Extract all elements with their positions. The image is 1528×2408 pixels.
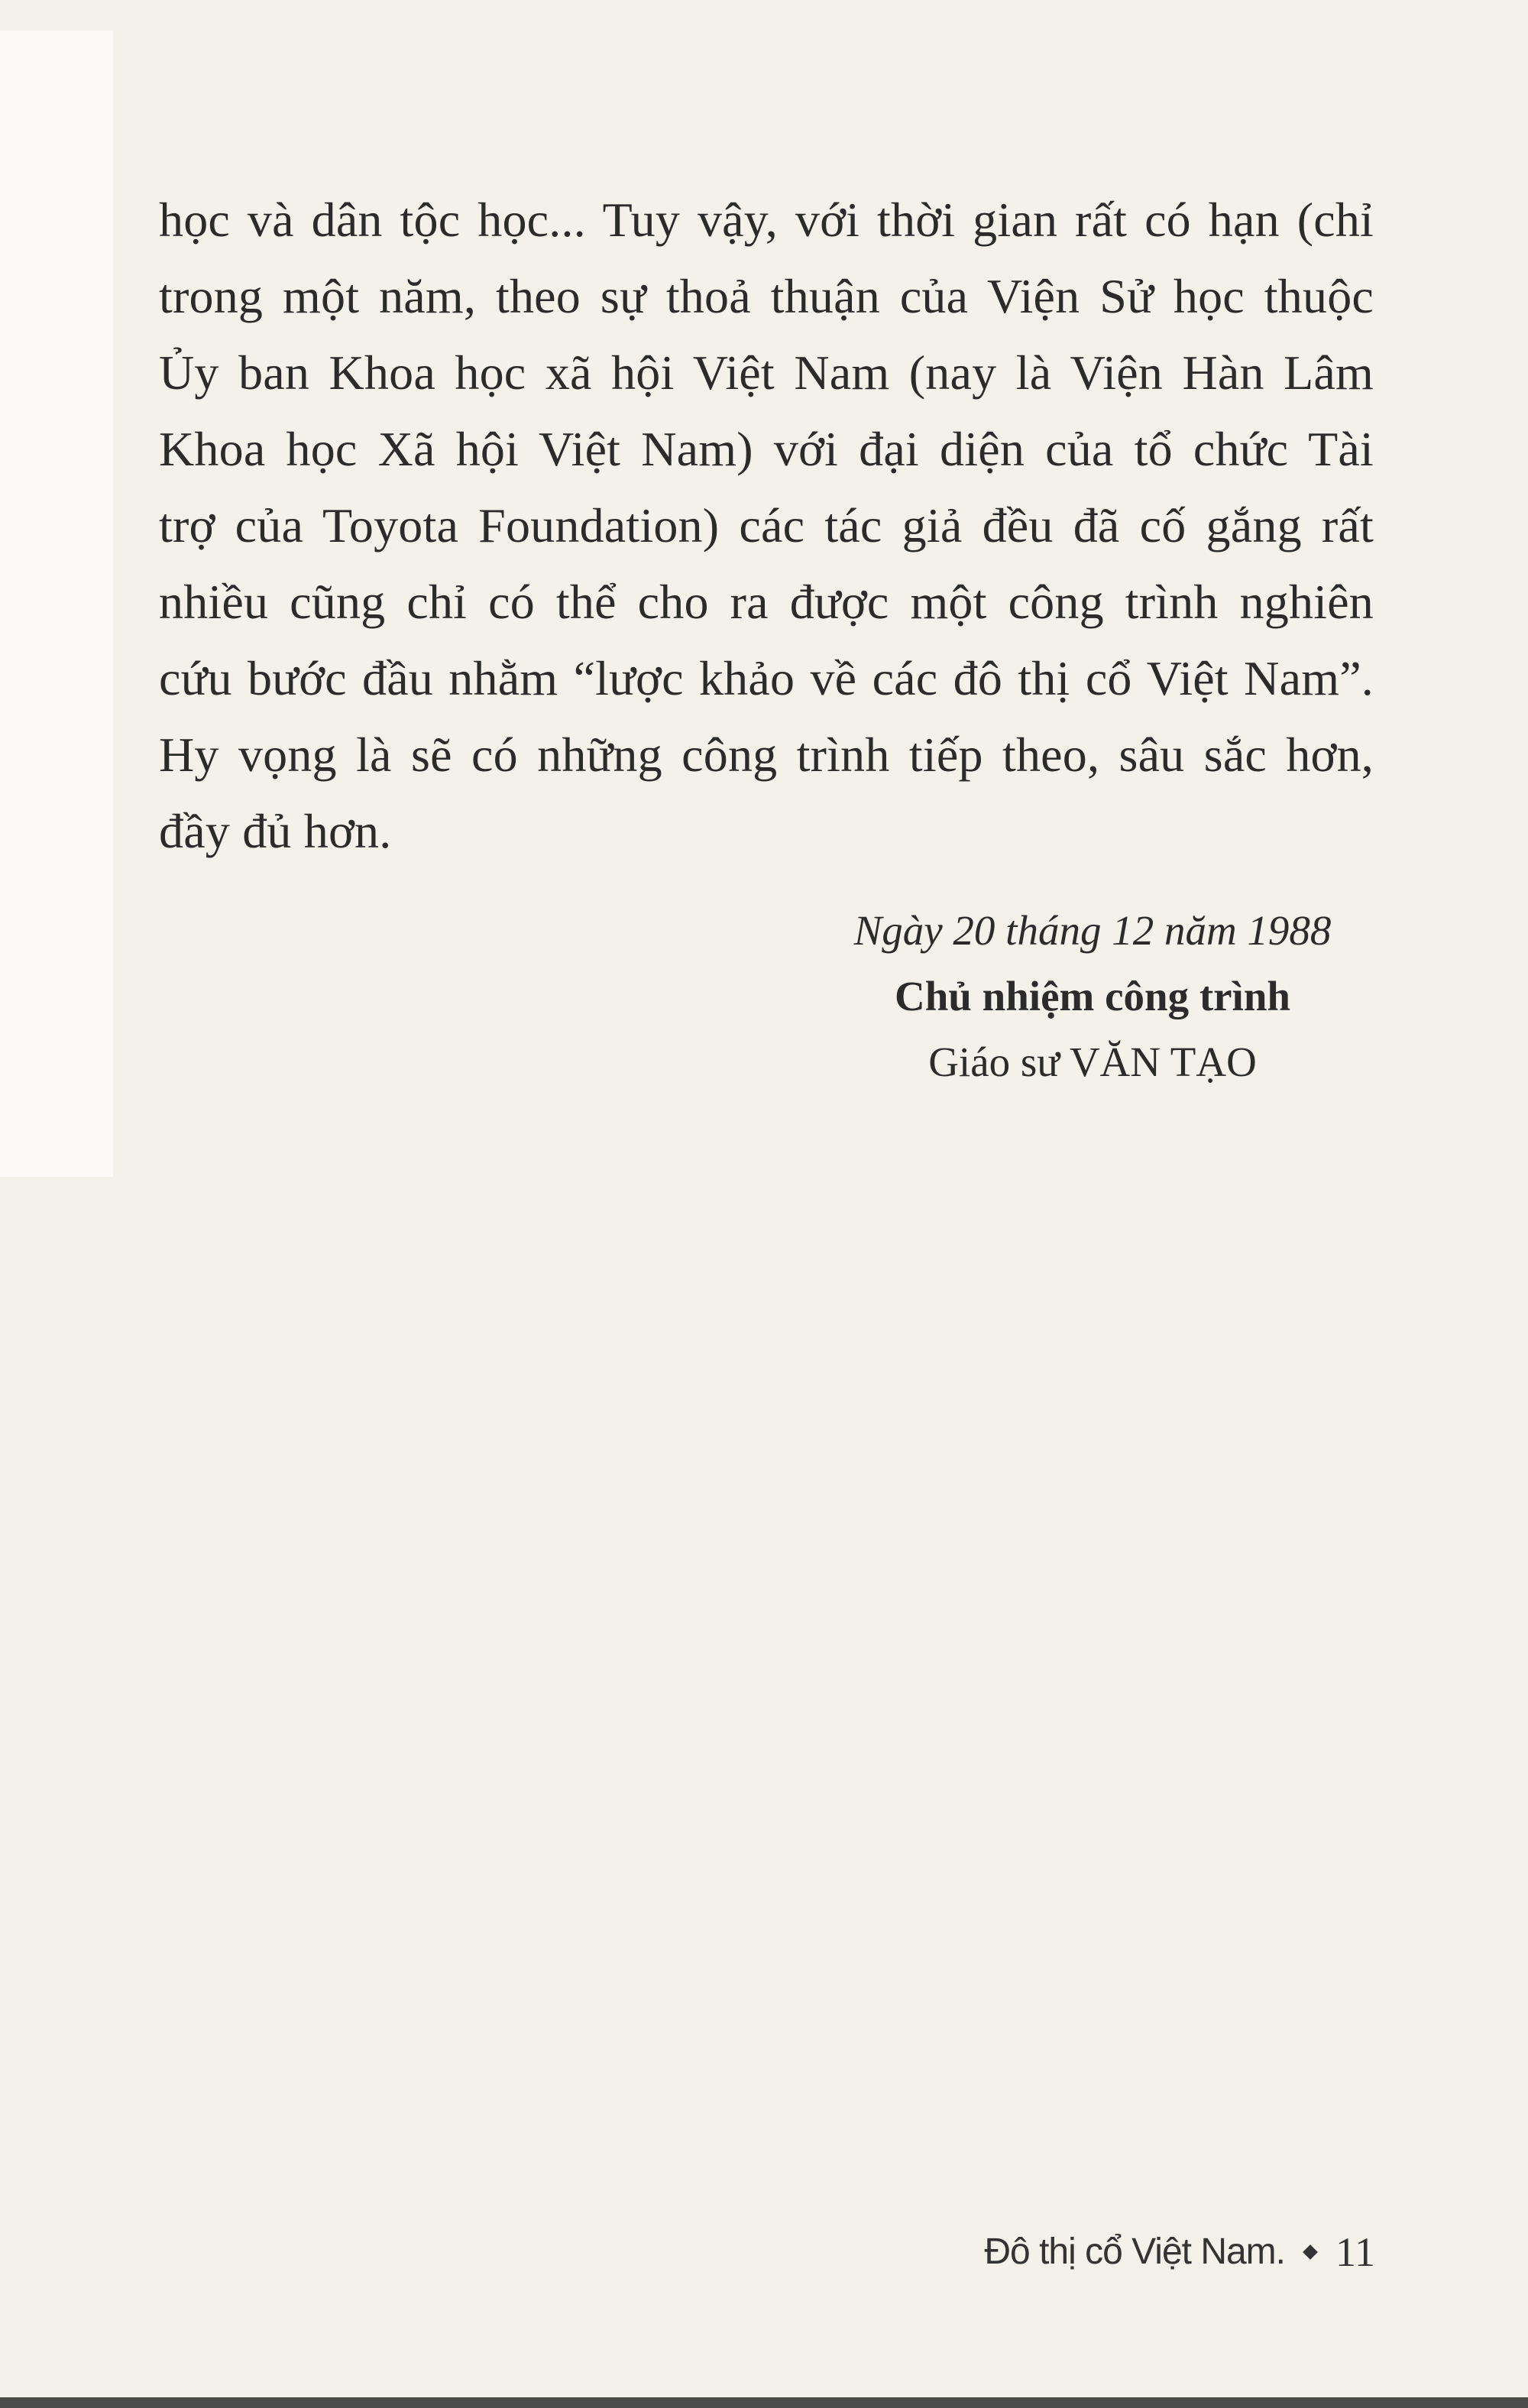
- signature-name: Giáo sư VĂN TẠO: [928, 1039, 1257, 1085]
- signature-block: [802, 898, 1383, 1095]
- body-paragraph: [159, 182, 1374, 870]
- diamond-bullet-icon: [1303, 2244, 1318, 2260]
- paragraph-line-7: cứu bước đầu nhằm “lược khảo về các đô thị cổ Việt Nam”.: [159, 651, 1374, 705]
- footer-book-title: Đô thị cổ Việt Nam.: [984, 2231, 1285, 2272]
- scan-margin-strip: [0, 31, 113, 1177]
- paragraph-line-2: trong một năm, theo sự thoả thuận của Viện Sử học thuộc: [159, 269, 1374, 323]
- paragraph-line-8: Hy vọng là sẽ có những công trình tiếp theo, sâu sắc hơn,: [159, 728, 1374, 782]
- page-footer: [984, 2225, 1375, 2279]
- signature-role: Chủ nhiệm công trình: [894, 973, 1290, 1019]
- paragraph-line-3: Ủy ban Khoa học xã hội Việt Nam (nay là Viện Hàn Lâm: [159, 345, 1374, 400]
- paragraph-line-6: nhiều cũng chỉ có thể cho ra được một công trình nghiên: [159, 575, 1374, 629]
- page-number: 11: [1335, 2229, 1375, 2275]
- paragraph-line-5: trợ của Toyota Foundation) các tác giả đều đã cố gắng rất: [159, 498, 1374, 553]
- paragraph-line-9: đầy đủ hơn.: [159, 804, 392, 858]
- paragraph-line-4: Khoa học Xã hội Việt Nam) với đại diện của tổ chức Tài: [159, 422, 1374, 476]
- paragraph-line-1: học và dân tộc học... Tuy vậy, với thời gian rất có hạn (chỉ: [159, 193, 1374, 247]
- signature-date: Ngày 20 tháng 12 năm 1988: [853, 907, 1332, 954]
- scan-bottom-edge: [0, 2397, 1528, 2408]
